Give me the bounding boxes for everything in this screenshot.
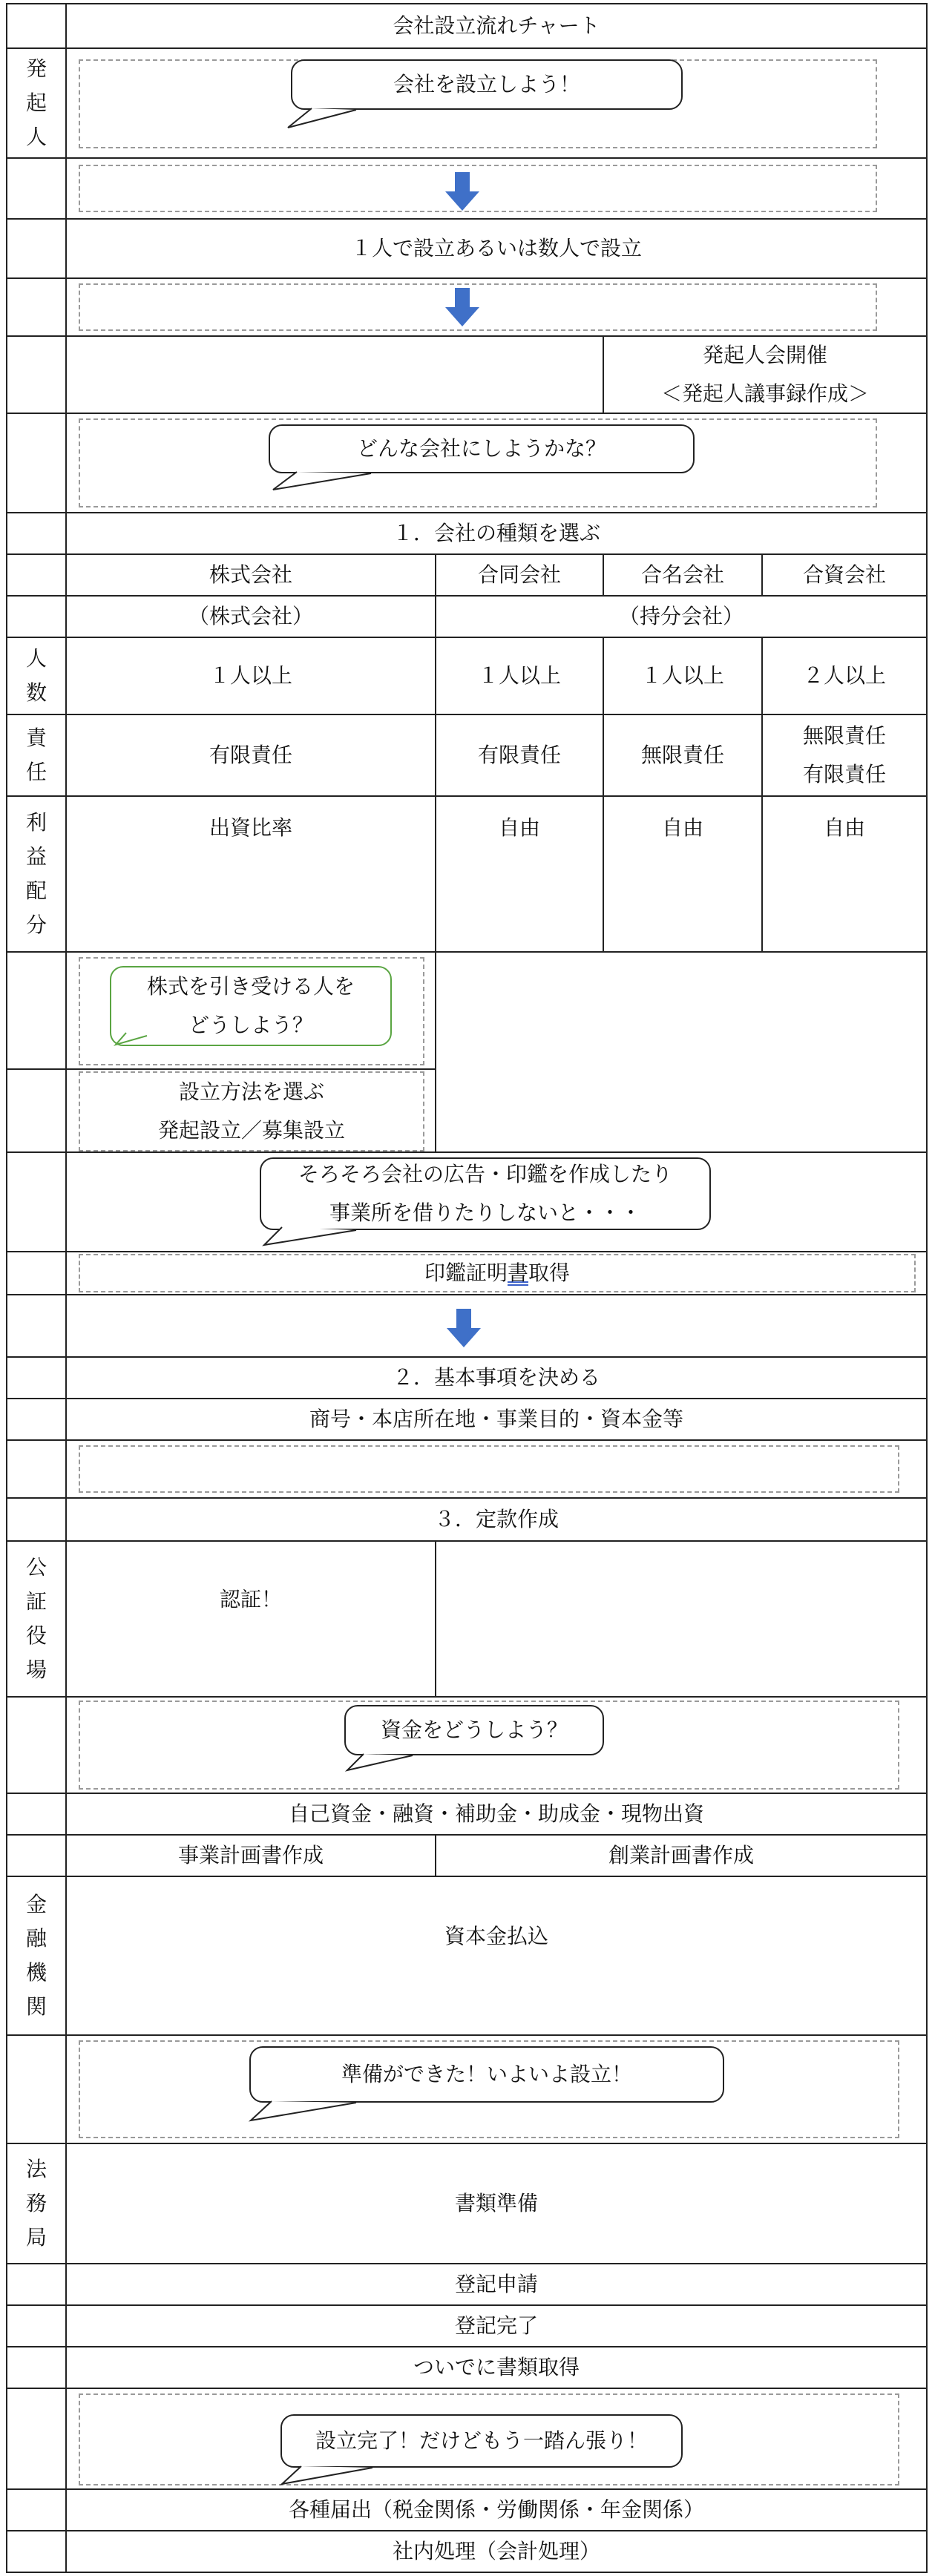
profit-value: 自由 [823, 815, 865, 840]
liability-value: 無限責任 [640, 743, 724, 767]
vertical-char: 金 [25, 1892, 47, 1916]
label-cell [6, 277, 67, 337]
bubble-tail [260, 1224, 378, 1249]
capital-cell [65, 1876, 928, 2036]
empty-cell [435, 951, 928, 1153]
vertical-char: 法 [25, 2157, 47, 2181]
label-cell [6, 157, 67, 220]
vertical-char: 公 [25, 1555, 47, 1580]
empty-cell [65, 335, 604, 414]
type-header: 合名会社 [640, 562, 724, 587]
step-seal-certificate: 印鑑証明 書 取得 [424, 1261, 571, 1285]
label-cell [6, 218, 67, 279]
profit-value: 出資比率 [209, 815, 292, 840]
label-cell [6, 2263, 67, 2306]
step-basics-detail: 商号・本店所在地・事業目的・資本金等 [309, 1407, 683, 1431]
promoter-label [6, 47, 67, 159]
vertical-char: 機 [25, 1960, 47, 1985]
step-one-or-many: １人で設立あるいは数人で設立 [350, 236, 642, 260]
vertical-char: 人 [25, 125, 47, 149]
step-method: 設立方法を選ぶ 発起設立／募集設立 [157, 1080, 345, 1143]
step-registered: 登記完了 [454, 2313, 538, 2338]
profit-value: 自由 [498, 815, 540, 840]
label-cell [6, 335, 67, 414]
label-cell [6, 1439, 67, 1499]
page-title: 会社設立流れチャート [393, 13, 600, 38]
bubble-tail [267, 467, 386, 499]
vertical-char: 務 [25, 2191, 47, 2215]
people-value: １人以上 [477, 663, 561, 688]
vertical-char: 発 [25, 56, 47, 81]
step-funds: 自己資金・融資・補助金・助成金・現物出資 [288, 1801, 704, 1826]
label-cell [6, 1497, 67, 1542]
label-cell [6, 2530, 67, 2573]
vertical-char: 益 [25, 844, 47, 869]
step-meeting: 発起人会開催 ＜発起人議事録作成＞ [660, 343, 869, 406]
label-cell [6, 553, 67, 597]
vertical-char: 関 [25, 1994, 47, 2019]
step-docs: 書類準備 [454, 2191, 538, 2215]
label-cell [6, 2304, 67, 2347]
step-get-docs: ついでに書類取得 [413, 2355, 580, 2379]
people-label [6, 637, 67, 715]
step-registration: 登記申請 [454, 2272, 538, 2296]
bank-label [6, 1876, 67, 2036]
speech-bubble: 準備ができた！いよいよ設立！ [249, 2046, 724, 2103]
profit-label [6, 795, 67, 953]
label-cell [6, 2488, 67, 2531]
vertical-char: 人 [25, 646, 47, 671]
label-cell [6, 2034, 67, 2144]
label-cell [6, 2388, 67, 2490]
speech-bubble: どんな会社にしようかな？ [269, 424, 695, 473]
notary-label [6, 1540, 67, 1698]
step-internal: 社内処理（会計処理） [392, 2539, 600, 2563]
label-cell [6, 1294, 67, 1358]
empty-cell [435, 1540, 928, 1698]
bubble-tail [110, 1031, 154, 1054]
people-value: ２人以上 [802, 663, 886, 688]
liability-value: 有限責任 [477, 743, 561, 767]
label-cell [6, 1793, 67, 1836]
vertical-char: 局 [25, 2225, 47, 2250]
dashed-frame [79, 1445, 899, 1493]
step-articles: ３．定款作成 [433, 1507, 559, 1531]
legal-label [6, 2143, 67, 2264]
label-cell [6, 951, 67, 1070]
step-notifications: 各種届出（税金関係・労働関係・年金関係） [288, 2497, 704, 2522]
label-cell [6, 413, 67, 513]
bubble-tail [282, 104, 371, 135]
bubble-tail [276, 2462, 387, 2488]
label-cell [6, 1696, 67, 1794]
vertical-char: 利 [25, 810, 47, 835]
label-cell [6, 1068, 67, 1153]
step-startup-plan: 創業計画書作成 [608, 1843, 754, 1867]
type-header: 株式会社 [209, 562, 292, 587]
step-capital: 資本金払込 [444, 1924, 548, 1948]
bubble-tail [341, 1749, 430, 1775]
bubble-tail [245, 2097, 371, 2126]
people-value: １人以上 [209, 663, 292, 688]
speech-bubble: 株式を引き受ける人を どうしよう？ [110, 966, 392, 1046]
label-cell [6, 512, 67, 555]
arrow-cell [65, 1294, 928, 1358]
step-basics: ２．基本事項を決める [392, 1365, 600, 1390]
down-arrow-icon [445, 288, 479, 326]
liability-value: 有限責任 [209, 743, 292, 767]
liability-value: 無限責任 有限責任 [802, 723, 886, 786]
vertical-char: 数 [25, 680, 47, 705]
vertical-char: 任 [25, 760, 47, 784]
step-certify: 認証！ [219, 1587, 282, 1611]
label-cell [6, 1251, 67, 1295]
speech-bubble: 会社を設立しよう！ [291, 59, 683, 110]
people-value: １人以上 [640, 663, 724, 688]
label-cell [6, 595, 67, 638]
label-cell [6, 1834, 67, 1877]
down-arrow-icon [445, 172, 479, 211]
vertical-char: 配 [25, 878, 47, 903]
type-group: （株式会社） [188, 604, 313, 628]
vertical-char: 場 [25, 1657, 47, 1682]
type-header: 合同会社 [477, 562, 561, 587]
vertical-char: 融 [25, 1926, 47, 1951]
speech-bubble: 資金をどうしよう？ [344, 1705, 604, 1755]
step-business-plan: 事業計画書作成 [177, 1843, 324, 1867]
label-cell [6, 3, 67, 49]
label-cell [6, 1151, 67, 1252]
vertical-char: 証 [25, 1589, 47, 1614]
vertical-char: 役 [25, 1623, 47, 1648]
vertical-char: 責 [25, 726, 47, 750]
vertical-char: 起 [25, 91, 47, 115]
vertical-char: 分 [25, 913, 47, 937]
speech-bubble: 設立完了！だけどもう一踏ん張り！ [280, 2414, 683, 2468]
certify-cell [65, 1540, 436, 1698]
label-cell [6, 2346, 67, 2389]
label-cell [6, 1356, 67, 1399]
type-header: 合資会社 [802, 562, 886, 587]
speech-bubble: そろそろ会社の広告・印鑑を作成したり 事業所を借りたりしないと・・・ [260, 1157, 711, 1230]
step-choose-type: １．会社の種類を選ぶ [392, 521, 600, 545]
type-group: （持分会社） [618, 604, 744, 628]
down-arrow-icon [447, 1309, 481, 1347]
label-cell [6, 1398, 67, 1441]
liability-label [6, 714, 67, 797]
profit-value: 自由 [661, 815, 703, 840]
